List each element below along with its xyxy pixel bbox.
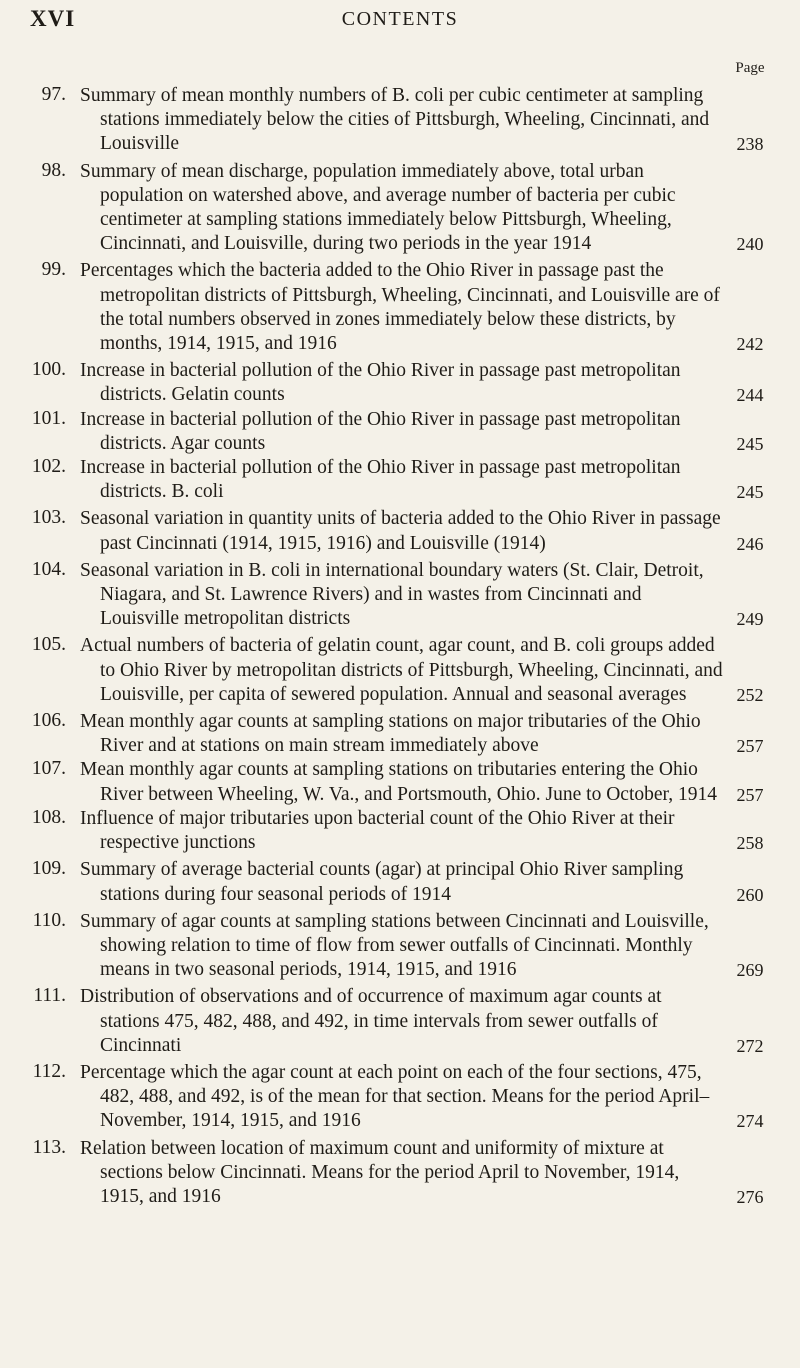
contents-entry <box>0 408 800 456</box>
entry-title: Influence of major tributaries upon bacterial count of the Ohio River at their respective junctions <box>80 807 675 854</box>
page-number: 245 <box>736 482 764 503</box>
page-number: 246 <box>736 533 764 554</box>
contents-entry <box>0 359 800 407</box>
table-number: 108. <box>31 806 66 828</box>
table-number: 97. <box>41 84 66 105</box>
contents-list <box>0 84 800 1209</box>
page-number: 258 <box>736 833 764 854</box>
table-number: 100. <box>31 359 66 381</box>
entry-title: Summary of average bacterial counts (agar) at principal Ohio River sampling stations during four seasonal periods of 1914 <box>80 859 684 905</box>
page-number: 238 <box>736 134 764 155</box>
entry-title: Percentages which the bacteria added to the Ohio River in passage past the metropolitan districts of Pittsburgh, Wheeling, Cincinnati, and Louisville are of the total numbers observed in zones immediately below these districts, by months, 1914, 1915, and 1916 <box>80 260 720 355</box>
table-number: 112. <box>32 1060 66 1082</box>
table-number: 105. <box>31 634 66 656</box>
page-number: 257 <box>736 784 764 805</box>
page-number: 252 <box>736 684 764 705</box>
table-number: 99. <box>41 259 66 281</box>
contents-entry <box>0 1137 800 1210</box>
entry-title: Summary of mean monthly numbers of B. coli per cubic centimeter at sampling stations immediately below the cities of Pittsburgh, Wheeling, Cincinnati, and Louisville <box>80 85 710 155</box>
table-number: 106. <box>31 710 66 732</box>
contents-entry <box>0 456 800 504</box>
entry-title: Seasonal variation in B. coli in international boundary waters (St. Clair, Detroit, Niagara, and St. Lawrence Rivers) and in wastes from Cincinnati and Louisville metropolitan districts <box>80 559 704 630</box>
table-number: 107. <box>31 758 66 780</box>
roman-page-number: XVI <box>30 6 76 31</box>
entry-title: Increase in bacterial pollution of the Ohio River in passage past metropolitan districts. Agar counts <box>80 408 681 454</box>
contents-entry <box>0 985 800 1058</box>
table-number: 103. <box>31 507 66 529</box>
table-number: 109. <box>31 858 66 880</box>
contents-entry <box>0 559 800 632</box>
page-number: 260 <box>736 884 764 905</box>
page-number: 272 <box>736 1035 764 1056</box>
entry-title: Summary of agar counts at sampling stations between Cincinnati and Louisville, showing relation to time of flow from sewer outfalls of Cincinnati. Monthly means in two seasonal periods, 1914, 1915, and 1916 <box>80 910 709 981</box>
contents-entry <box>0 160 800 257</box>
page-number: 257 <box>736 736 764 757</box>
page-number: 276 <box>736 1186 764 1207</box>
page-column-label: Page <box>735 60 765 76</box>
entry-title: Distribution of observations and of occurrence of maximum agar counts at stations 475, 482, 488, and 492, in time intervals from sewer outfalls of Cincinnati <box>80 986 662 1056</box>
page-number: 242 <box>736 334 764 355</box>
page-number: 269 <box>736 960 764 981</box>
table-number: 111. <box>33 985 66 1007</box>
contents-entry <box>0 507 800 555</box>
contents-entry <box>0 910 800 983</box>
contents-entry <box>0 84 800 157</box>
entry-title: Actual numbers of bacteria of gelatin count, agar count, and B. coli groups added to Ohio River by metropolitan districts of Pittsburgh, Wheeling, Cincinnati, and Louisville, per capita of sewered population. Annual and seasonal averages <box>80 635 723 705</box>
contents-entry <box>0 858 800 906</box>
page-number: 249 <box>736 609 764 630</box>
entry-title: Percentage which the agar count at each point on each of the four sections, 475, 482, 488, and 492, is of the mean for that section. Means for the period April–November, 1914, 1915, and 1916 <box>80 1061 710 1132</box>
table-number: 113. <box>32 1136 66 1158</box>
entry-title: Increase in bacterial pollution of the Ohio River in passage past metropolitan districts. B. coli <box>80 457 681 503</box>
contents-entry <box>0 1061 800 1134</box>
contents-entry <box>0 807 800 855</box>
contents-entry <box>0 259 800 356</box>
entry-title: Mean monthly agar counts at sampling stations on major tributaries of the Ohio River and at stations on main stream immediately above <box>80 711 701 757</box>
page-number: 240 <box>736 234 764 255</box>
entry-title: Increase in bacterial pollution of the Ohio River in passage past metropolitan districts. Gelatin counts <box>80 360 681 406</box>
entry-title: Summary of mean discharge, population immediately above, total urban population on watershed above, and average number of bacteria per cubic centimeter at sampling stations immediately below Pittsburgh, Wheeling, Cincinnati, and Louisville, during two periods in the year 1914 <box>80 160 676 255</box>
contents-entry <box>0 634 800 707</box>
page-number: 245 <box>736 433 764 454</box>
table-number: 98. <box>41 159 66 181</box>
contents-entry <box>0 758 800 806</box>
contents-entry <box>0 710 800 758</box>
entry-title: Seasonal variation in quantity units of bacteria added to the Ohio River in passage past Cincinnati (1914, 1915, 1916) and Louisville (1914) <box>80 508 721 554</box>
table-number: 104. <box>31 558 66 580</box>
page-title: CONTENTS <box>341 8 459 30</box>
table-number: 110. <box>32 909 66 931</box>
table-number: 102. <box>31 456 66 478</box>
page-number: 274 <box>736 1111 764 1132</box>
table-number: 101. <box>31 407 66 429</box>
page-number: 244 <box>736 385 764 406</box>
entry-title: Mean monthly agar counts at sampling stations on tributaries entering the Ohio River between Wheeling, W. Va., and Portsmouth, Ohio. June to October, 1914 <box>80 759 717 805</box>
entry-title: Relation between location of maximum count and uniformity of mixture at sections below Cincinnati. Means for the period April to November, 1914, 1915, and 1916 <box>80 1137 680 1207</box>
